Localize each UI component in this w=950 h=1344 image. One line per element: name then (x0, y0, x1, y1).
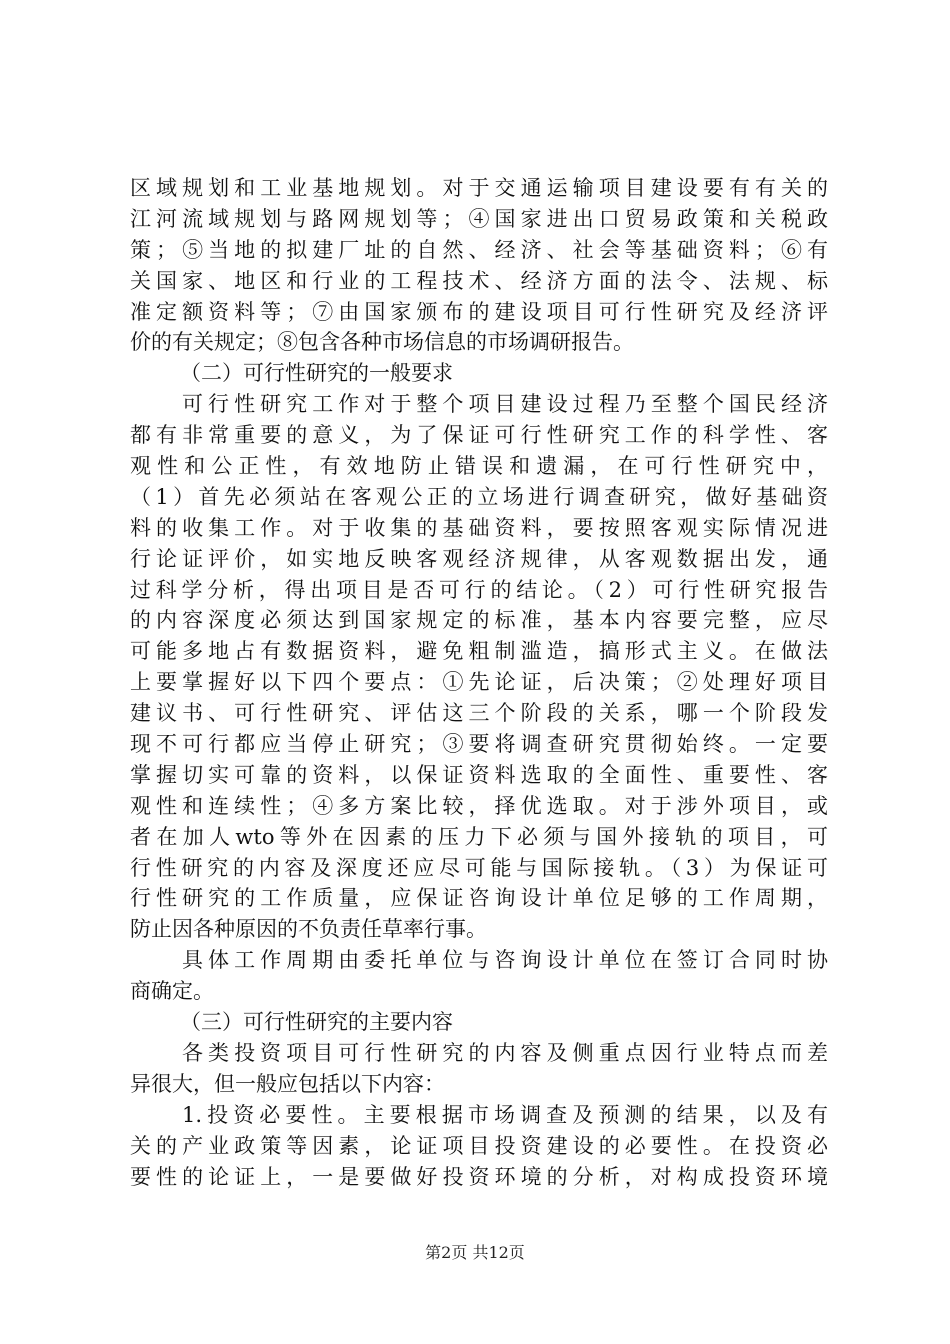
section-heading: （二）可行性研究的一般要求 (180, 361, 453, 386)
body-line: 观性和连续性；④多方案比较，择优选取。对于涉外项目，或 (130, 793, 828, 818)
body-line: 过科学分析，得出项目是否可行的结论。（2）可行性研究报告 (130, 577, 828, 602)
body-line: 商确定。 (130, 979, 214, 1004)
body-line: 掌握切实可靠的资料，以保证资料选取的全面性、重要性、客 (130, 762, 828, 787)
body-line: 准定额资料等；⑦由国家颁布的建设项目可行性研究及经济评 (130, 299, 828, 324)
body-line: 可能多地占有数据资料，避免粗制滥造，搞形式主义。在做法 (130, 639, 828, 664)
body-line: 异很大，但一般应包括以下内容： (130, 1071, 445, 1096)
body-line: 关国家、地区和行业的工程技术、经济方面的法令、法规、标 (130, 268, 828, 293)
section-heading: （三）可行性研究的主要内容 (180, 1010, 453, 1035)
body-line: 观性和公正性，有效地防止错误和遗漏，在可行性研究中， (130, 454, 828, 479)
body-line: 者在加人wto等外在因素的压力下必须与国外接轨的项目，可 (130, 824, 828, 849)
body-line: 行性研究的工作质量，应保证咨询设计单位足够的工作周期， (130, 886, 828, 911)
page-footer: 第2页 共12页 (425, 1243, 525, 1262)
body-line: 具体工作周期由委托单位与咨询设计单位在签订合同时协 (182, 948, 828, 973)
body-line: 各类投资项目可行性研究的内容及侧重点因行业特点而差 (182, 1040, 828, 1065)
body-line: 料的收集工作。对于收集的基础资料，要按照客观实际情况进 (130, 515, 828, 540)
body-line: 要性的论证上，一是要做好投资环境的分析，对构成投资环境 (130, 1164, 828, 1189)
body-line: 区域规划和工业基地规划。对于交通运输项目建设要有有关的 (130, 176, 828, 200)
body-line: 1.投资必要性。主要根据市场调查及预测的结果，以及有 (182, 1102, 828, 1127)
document-body (130, 173, 828, 1192)
body-line: 都有非常重要的意义，为了保证可行性研究工作的科学性、客 (130, 423, 828, 448)
body-line: 建议书、可行性研究、评估这三个阶段的关系，哪一个阶段发 (130, 701, 828, 726)
body-line: 的内容深度必须达到国家规定的标准，基本内容要完整，应尽 (130, 608, 828, 633)
body-line: 关的产业政策等因素，论证项目投资建设的必要性。在投资必 (130, 1133, 828, 1158)
body-line: 可行性研究工作对于整个项目建设过程乃至整个国民经济 (182, 392, 828, 417)
body-line: 现不可行都应当停止研究；③要将调查研究贯彻始终。一定要 (130, 732, 828, 757)
body-line: 行性研究的内容及深度还应尽可能与国际接轨。（3）为保证可 (130, 855, 828, 880)
body-line: 江河流域规划与路网规划等；④国家进出口贸易政策和关税政 (130, 206, 828, 231)
body-line: 上要掌握好以下四个要点：①先论证，后决策；②处理好项目 (130, 670, 828, 695)
body-line: （1）首先必须站在客观公正的立场进行调查研究，做好基础资 (130, 484, 828, 509)
body-line: 策；⑤当地的拟建厂址的自然、经济、社会等基础资料；⑥有 (130, 237, 828, 262)
body-line: 防止因各种原因的不负责任草率行事。 (130, 917, 487, 942)
body-line: 行论证评价，如实地反映客观经济规律，从客观数据出发，通 (130, 546, 828, 571)
body-line: 价的有关规定；⑧包含各种市场信息的市场调研报告。 (130, 330, 634, 355)
